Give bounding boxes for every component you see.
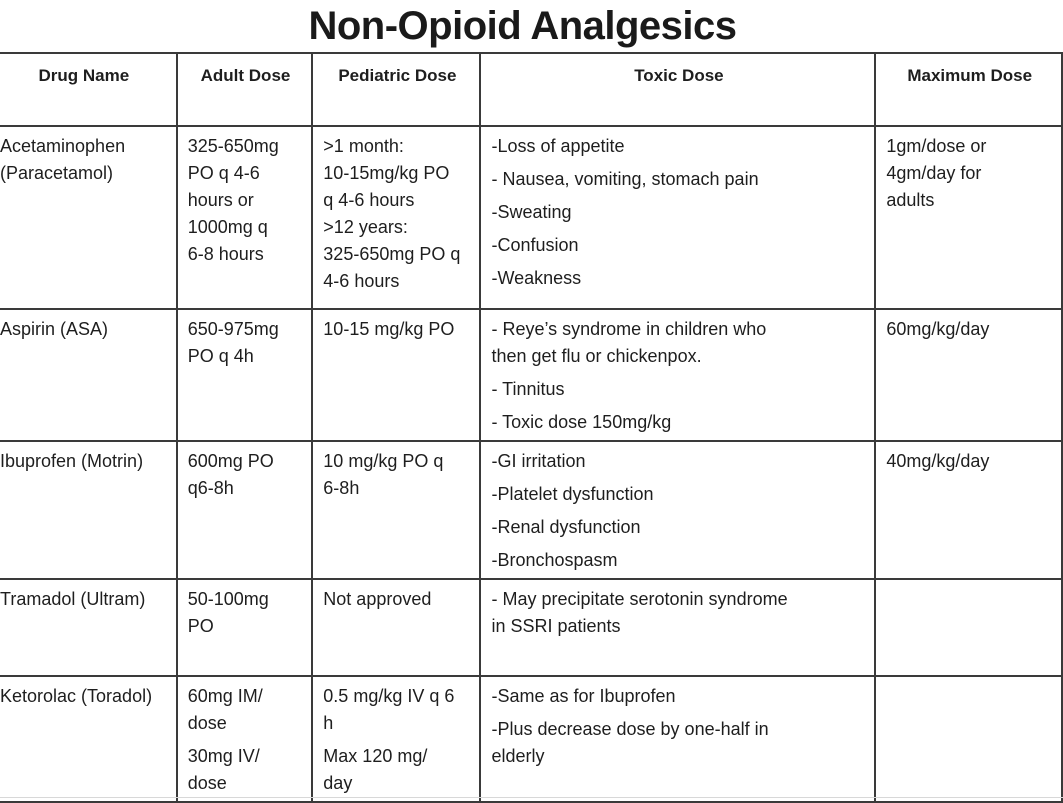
pediatric-dose-line: 10-15mg/kg PO [323,163,450,183]
drug-name-line: Acetaminophen [0,136,126,156]
maximum-dose-cell [875,441,1062,579]
pediatric-dose-line: 10 mg/kg PO q [323,451,444,471]
pediatric-dose-line: q 4-6 hours [323,190,415,210]
drug-name-cell [0,441,177,579]
adult-dose-line: 60mg IM/ [187,686,263,706]
header-maximum-dose: Maximum Dose [875,53,1062,126]
pediatric-dose-cell [312,309,480,441]
toxic-dose-line: - Nausea, vomiting, stomach pain [491,169,759,189]
adult-dose-line: dose [187,773,227,793]
adult-dose-line: 325-650mg [187,136,279,156]
toxic-dose-line: in SSRI patients [491,616,621,636]
pediatric-dose-line: Max 120 mg/ [323,746,428,766]
pediatric-dose-cell [312,126,480,309]
table-header-row [0,53,1062,126]
header-pediatric-dose: Pediatric Dose [312,53,480,126]
pediatric-dose-line: 325-650mg PO q [323,244,461,264]
drug-name-line: Ketorolac (Toradol) [0,686,153,706]
toxic-dose-line: - Reye’s syndrome in children who [491,319,767,339]
pediatric-dose-line: 0.5 mg/kg IV q 6 [323,686,455,706]
adult-dose-line: hours or [187,190,254,210]
toxic-dose-cell [480,441,875,579]
toxic-dose-line: -Platelet dysfunction [491,484,654,504]
drug-name-cell [0,126,177,309]
adult-dose-line: PO q 4h [187,346,254,366]
drug-name-cell [0,676,177,802]
adult-dose-line: dose [187,713,227,733]
pediatric-dose-line: Not approved [323,589,432,609]
table-row [0,441,1062,579]
toxic-dose-cell [480,126,875,309]
toxic-dose-line: -Plus decrease dose by one-half in [491,719,769,739]
pediatric-dose-line: 4-6 hours [323,271,400,291]
adult-dose-line: 1000mg q [187,217,268,237]
pediatric-dose-line: >12 years: [323,217,408,237]
pediatric-dose-line: 6-8h [323,478,360,498]
adult-dose-line: q6-8h [187,478,234,498]
toxic-dose-line: -Same as for Ibuprofen [491,686,676,706]
adult-dose-cell [177,579,313,676]
toxic-dose-cell [480,676,875,802]
pediatric-dose-cell [312,676,480,802]
toxic-dose-line: -Confusion [491,235,579,255]
maximum-dose-line: 60mg/kg/day [886,319,990,339]
toxic-dose-line: -Renal dysfunction [491,517,641,537]
maximum-dose-cell [875,676,1062,802]
drug-name-line: Ibuprofen (Motrin) [0,451,144,471]
adult-dose-cell [177,309,313,441]
adult-dose-line: PO q 4-6 [187,163,260,183]
toxic-dose-line: elderly [491,746,545,766]
table-row [0,309,1062,441]
pediatric-dose-cell [312,441,480,579]
pediatric-dose-line: h [323,713,334,733]
toxic-dose-line: -GI irritation [491,451,586,471]
adult-dose-line: 600mg PO [187,451,274,471]
pediatric-dose-cell [312,579,480,676]
bottom-divider [0,797,1063,798]
toxic-dose-line: - Toxic dose 150mg/kg [491,412,672,432]
toxic-dose-line: -Loss of appetite [491,136,625,156]
header-adult-dose: Adult Dose [177,53,313,126]
toxic-dose-line: - Tinnitus [491,379,565,399]
maximum-dose-cell [875,126,1062,309]
adult-dose-cell [177,126,313,309]
header-toxic-dose: Toxic Dose [480,53,875,126]
table-row [0,676,1062,802]
drug-name-line: Tramadol (Ultram) [0,589,146,609]
toxic-dose-line: -Weakness [491,268,582,288]
toxic-dose-line: then get flu or chickenpox. [491,346,702,366]
drug-name-cell [0,309,177,441]
table-row [0,579,1062,676]
toxic-dose-line: -Sweating [491,202,572,222]
table-row [0,126,1062,309]
adult-dose-line: 650-975mg [187,319,279,339]
toxic-dose-line: -Bronchospasm [491,550,618,570]
pediatric-dose-line: >1 month: [323,136,404,156]
toxic-dose-line: - May precipitate serotonin syndrome [491,589,788,609]
adult-dose-line: 50-100mg [187,589,269,609]
analgesics-table [0,52,1063,803]
maximum-dose-line: 1gm/dose or [886,136,987,156]
pediatric-dose-line: day [323,773,353,793]
adult-dose-line: 6-8 hours [187,244,264,264]
toxic-dose-cell [480,579,875,676]
maximum-dose-line: 40mg/kg/day [886,451,990,471]
page-title: Non-Opioid Analgesics [308,4,737,48]
adult-dose-cell [177,676,313,802]
maximum-dose-line: 4gm/day for [886,163,982,183]
maximum-dose-cell [875,579,1062,676]
drug-name-line: Aspirin (ASA) [0,319,109,339]
drug-name-cell [0,579,177,676]
header-drug-name: Drug Name [0,53,177,126]
adult-dose-line: 30mg IV/ [187,746,260,766]
toxic-dose-cell [480,309,875,441]
adult-dose-line: PO [187,616,214,636]
maximum-dose-cell [875,309,1062,441]
pediatric-dose-line: 10-15 mg/kg PO [323,319,455,339]
adult-dose-cell [177,441,313,579]
drug-name-line: (Paracetamol) [0,163,114,183]
maximum-dose-line: adults [886,190,935,210]
